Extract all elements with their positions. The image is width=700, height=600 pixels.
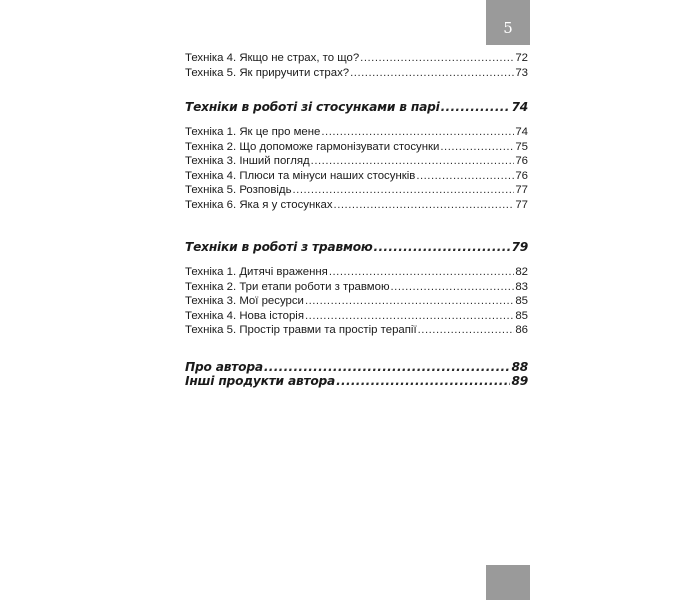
toc-entry-title: Техніка 2. Три етапи роботи з травмою [185, 280, 390, 293]
toc-entry-page: 82 [515, 266, 528, 278]
toc-entry[interactable] [185, 198, 528, 213]
toc-entry[interactable] [185, 169, 528, 184]
dot-leader [360, 51, 514, 66]
toc-entry-title: Техніка 6. Яка я у стосунках [185, 198, 333, 211]
dot-leader [305, 309, 514, 324]
toc-entry-title: Техніка 1. Дитячі враження [185, 266, 328, 278]
toc-group-fear [185, 51, 528, 80]
dot-leader [334, 198, 515, 213]
toc-entry[interactable] [185, 280, 528, 295]
dot-leader [374, 239, 511, 255]
dot-leader [311, 154, 515, 169]
toc-entry[interactable] [185, 183, 528, 198]
dot-leader [293, 183, 515, 198]
toc-heading-about-author[interactable] [185, 361, 528, 375]
toc-entry[interactable] [185, 294, 528, 309]
dot-leader [336, 375, 510, 389]
dot-leader [305, 294, 514, 309]
toc-entry-page: 77 [515, 198, 528, 211]
toc-section-heading [185, 99, 528, 115]
toc-section-heading [185, 239, 528, 255]
page-number-tab [486, 0, 530, 45]
toc-entry[interactable] [185, 125, 528, 140]
toc-group-closing [185, 361, 528, 388]
toc-heading-other-products[interactable] [185, 375, 528, 389]
toc-heading-title: Інші продукти автора [185, 373, 336, 388]
toc-heading-title: Техніки в роботі з травмою [185, 240, 373, 254]
toc-entry-page: 74 [515, 126, 528, 138]
toc-entry-page: 72 [515, 52, 528, 64]
toc-entry-title: Техніка 5. Простір травми та простір терапії [185, 324, 417, 337]
dot-leader [416, 169, 514, 184]
toc-entry-title: Техніка 3. Інший погляд [185, 155, 310, 168]
toc-entry-page: 77 [515, 184, 528, 197]
toc-heading-page: 89 [511, 373, 528, 388]
dot-leader [329, 265, 514, 280]
toc-entry-page: 73 [515, 66, 528, 79]
dot-leader [321, 125, 514, 140]
toc-entry-title: Техніка 2. Що допоможе гармонізувати стосунки [185, 140, 440, 153]
toc-entry[interactable] [185, 265, 528, 280]
toc-entry-title: Техніка 5. Як приручити страх? [185, 66, 350, 79]
toc-entry[interactable] [185, 51, 528, 66]
toc-entry-page: 83 [515, 280, 528, 293]
toc-heading-page: 88 [511, 360, 528, 374]
toc-entry-title: Техніка 5. Розповідь [185, 184, 292, 197]
toc-entry[interactable] [185, 140, 528, 155]
dot-leader [441, 99, 511, 115]
dot-leader [440, 140, 514, 155]
page-number: 5 [503, 19, 513, 37]
toc-heading-title: Про автора [185, 360, 263, 374]
toc-heading-trauma[interactable] [185, 239, 528, 255]
dot-leader [418, 323, 515, 338]
toc-group-trauma [185, 265, 528, 338]
toc-entry-title: Техніка 4. Плюси та мінуси наших стосунків [185, 169, 416, 182]
toc-group-relationships [185, 125, 528, 213]
dot-leader [391, 280, 515, 295]
toc-entry-title: Техніка 4. Нова історія [185, 309, 304, 322]
toc-entry-title: Техніка 3. Мої ресурси [185, 295, 304, 308]
toc-entry-title: Техніка 4. Якщо не страх, то що? [185, 52, 360, 64]
toc-heading-relationships[interactable] [185, 99, 528, 115]
toc-entry[interactable] [185, 154, 528, 169]
toc-entry-page: 86 [515, 324, 528, 337]
toc-entry-page: 85 [515, 295, 528, 308]
toc-entry-page: 85 [515, 309, 528, 322]
toc-entry[interactable] [185, 309, 528, 324]
toc-entry[interactable] [185, 323, 528, 338]
toc-heading-page: 74 [511, 100, 528, 114]
toc-heading-page: 79 [511, 240, 528, 254]
toc-entry-page: 76 [515, 169, 528, 182]
dot-leader [350, 66, 514, 81]
toc-entry-page: 75 [515, 140, 528, 153]
toc-entry-title: Техніка 1. Як це про мене [185, 126, 321, 138]
toc-entry-page: 76 [515, 155, 528, 168]
toc-entry[interactable] [185, 66, 528, 81]
toc-heading-title: Техніки в роботі зі стосунками в парі [185, 100, 440, 114]
page-corner-tab [486, 565, 530, 600]
dot-leader [264, 361, 511, 375]
